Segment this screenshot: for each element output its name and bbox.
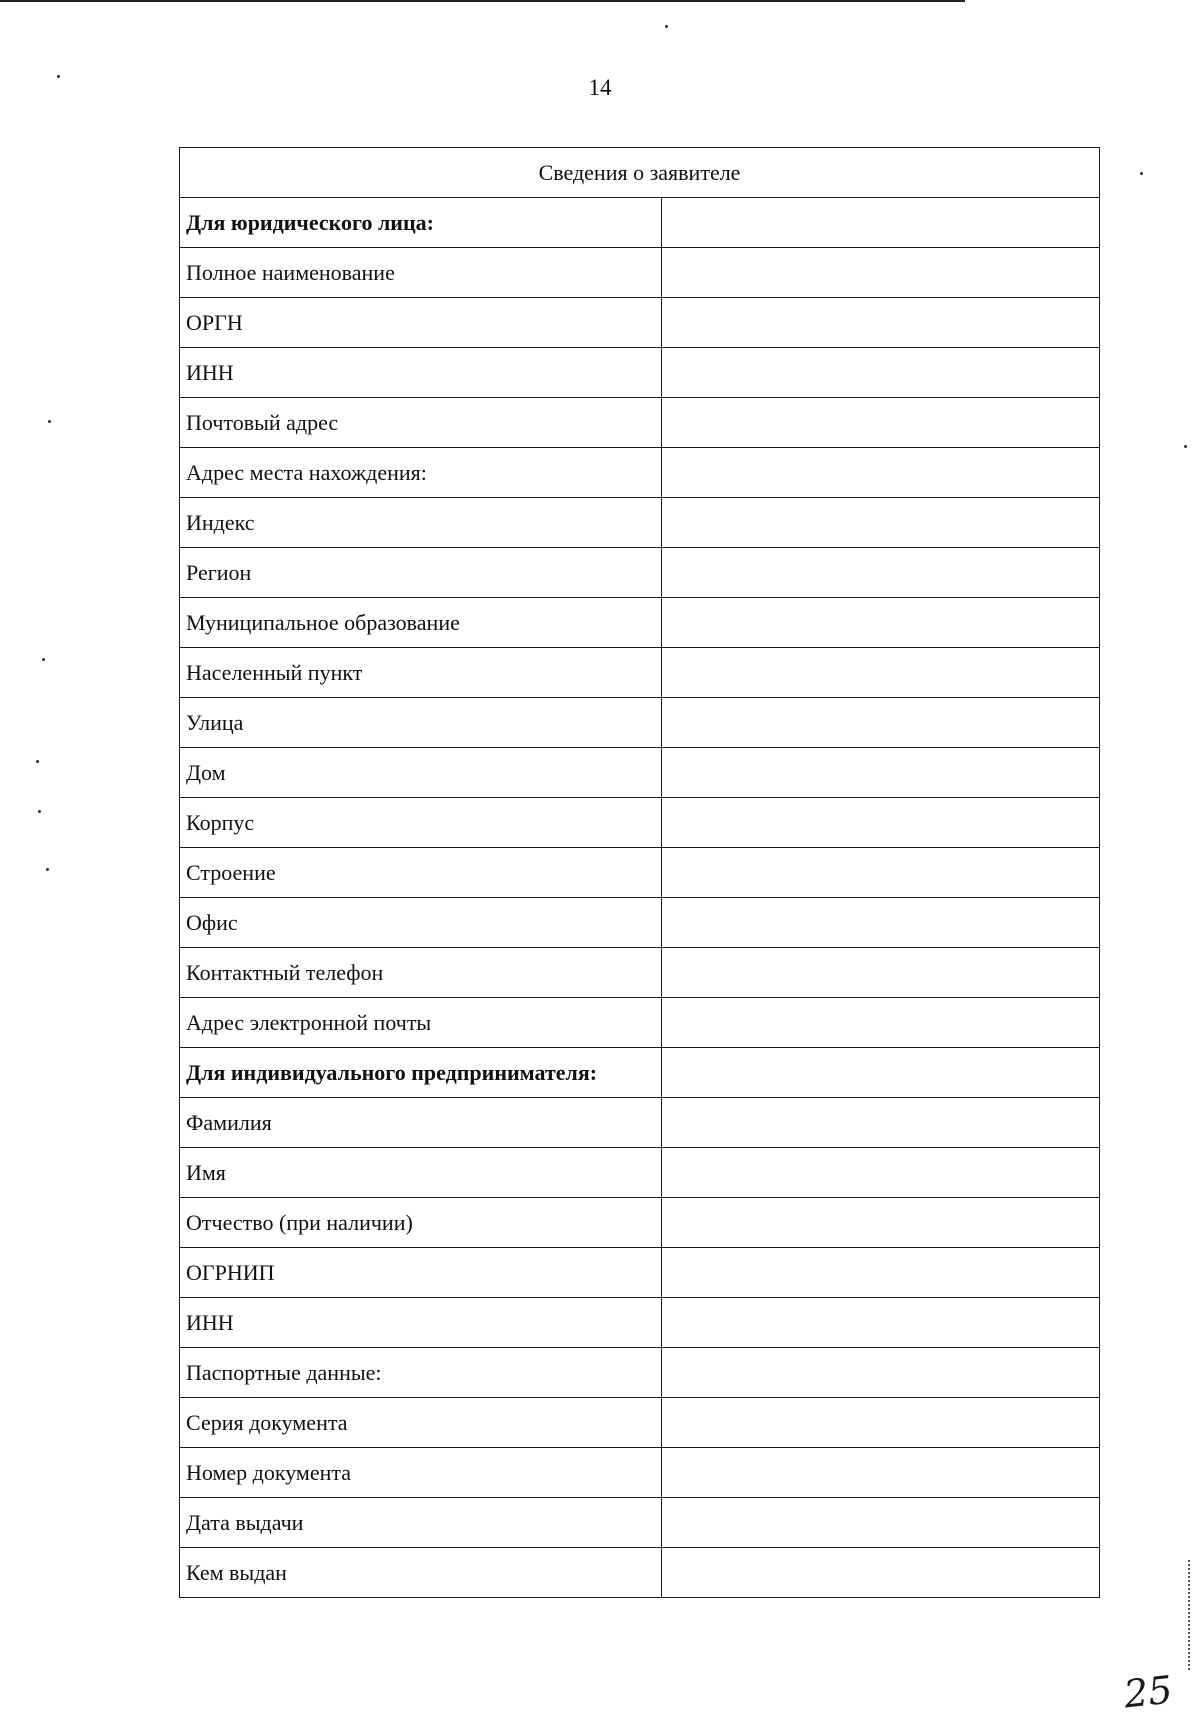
row-label: Номер документа (180, 1448, 662, 1498)
table-row (180, 848, 1100, 898)
row-value-field[interactable] (662, 1148, 1100, 1198)
scan-speck (57, 75, 60, 78)
row-value-field[interactable] (662, 1048, 1100, 1098)
row-label: Паспортные данные: (180, 1348, 662, 1398)
table-row (180, 1398, 1100, 1448)
row-label: ОГРНИП (180, 1248, 662, 1298)
table-header-row (180, 148, 1100, 198)
row-value-field[interactable] (662, 548, 1100, 598)
table-row (180, 948, 1100, 998)
row-label: Дата выдачи (180, 1498, 662, 1548)
table-row (180, 248, 1100, 298)
row-value-field[interactable] (662, 1248, 1100, 1298)
applicant-info-table (179, 147, 1100, 1598)
row-label: Регион (180, 548, 662, 598)
row-value-field[interactable] (662, 798, 1100, 848)
scan-speck (48, 420, 51, 423)
row-value-field[interactable] (662, 298, 1100, 348)
top-border-line (0, 0, 965, 2)
table-row (180, 1448, 1100, 1498)
row-label: Почтовый адрес (180, 398, 662, 448)
row-value-field[interactable] (662, 1498, 1100, 1548)
scan-speck (38, 810, 41, 813)
table-row (180, 448, 1100, 498)
row-value-field[interactable] (662, 748, 1100, 798)
row-label: Контактный телефон (180, 948, 662, 998)
row-value-field[interactable] (662, 1098, 1100, 1148)
scan-speck (1140, 172, 1143, 175)
row-value-field[interactable] (662, 1548, 1100, 1598)
table-row (180, 748, 1100, 798)
table-row (180, 498, 1100, 548)
scan-speck (46, 868, 49, 871)
row-value-field[interactable] (662, 948, 1100, 998)
table-row (180, 698, 1100, 748)
row-label: Улица (180, 698, 662, 748)
row-value-field[interactable] (662, 398, 1100, 448)
row-label: Кем выдан (180, 1548, 662, 1598)
row-value-field[interactable] (662, 1398, 1100, 1448)
table-row (180, 548, 1100, 598)
table-row (180, 998, 1100, 1048)
row-label: Имя (180, 1148, 662, 1198)
row-value-field[interactable] (662, 448, 1100, 498)
row-label: Отчество (при наличии) (180, 1198, 662, 1248)
table-row (180, 1248, 1100, 1298)
table-row (180, 898, 1100, 948)
row-label: Полное наименование (180, 248, 662, 298)
table-row (180, 1198, 1100, 1248)
row-value-field[interactable] (662, 198, 1100, 248)
row-label: ИНН (180, 348, 662, 398)
row-label: Для юридического лица: (180, 198, 662, 248)
scan-speck (665, 25, 668, 28)
row-label: Муниципальное образование (180, 598, 662, 648)
table-row (180, 1348, 1100, 1398)
table-row (180, 1098, 1100, 1148)
table-header: Сведения о заявителе (180, 148, 1100, 198)
row-label: Строение (180, 848, 662, 898)
row-value-field[interactable] (662, 998, 1100, 1048)
row-value-field[interactable] (662, 248, 1100, 298)
row-label: ОРГН (180, 298, 662, 348)
row-value-field[interactable] (662, 898, 1100, 948)
row-value-field[interactable] (662, 698, 1100, 748)
row-value-field[interactable] (662, 498, 1100, 548)
row-value-field[interactable] (662, 1448, 1100, 1498)
row-label: Офис (180, 898, 662, 948)
scan-edge-marks (1188, 1560, 1194, 1670)
row-value-field[interactable] (662, 1198, 1100, 1248)
row-value-field[interactable] (662, 598, 1100, 648)
row-label: Серия документа (180, 1398, 662, 1448)
row-label: Адрес места нахождения: (180, 448, 662, 498)
scan-speck (42, 658, 45, 661)
table-row (180, 1298, 1100, 1348)
scan-speck (1184, 445, 1187, 448)
row-label: Фамилия (180, 1098, 662, 1148)
row-label: Для индивидуального предпринимателя: (180, 1048, 662, 1098)
table-row (180, 1048, 1100, 1098)
scan-speck (36, 760, 39, 763)
table-row (180, 1548, 1100, 1598)
row-label: Корпус (180, 798, 662, 848)
table-row (180, 598, 1100, 648)
table-row (180, 1148, 1100, 1198)
row-label: Индекс (180, 498, 662, 548)
table-row (180, 798, 1100, 848)
row-value-field[interactable] (662, 1348, 1100, 1398)
row-label: ИНН (180, 1298, 662, 1348)
table-row (180, 198, 1100, 248)
table-row (180, 648, 1100, 698)
table-row (180, 348, 1100, 398)
row-value-field[interactable] (662, 348, 1100, 398)
table-row (180, 398, 1100, 448)
row-value-field[interactable] (662, 1298, 1100, 1348)
row-label: Населенный пункт (180, 648, 662, 698)
page-number: 14 (588, 75, 612, 100)
table-row (180, 1498, 1100, 1548)
handwritten-page-number: 25 (1121, 1667, 1175, 1717)
row-label: Дом (180, 748, 662, 798)
row-value-field[interactable] (662, 648, 1100, 698)
row-value-field[interactable] (662, 848, 1100, 898)
row-label: Адрес электронной почты (180, 998, 662, 1048)
table-row (180, 298, 1100, 348)
